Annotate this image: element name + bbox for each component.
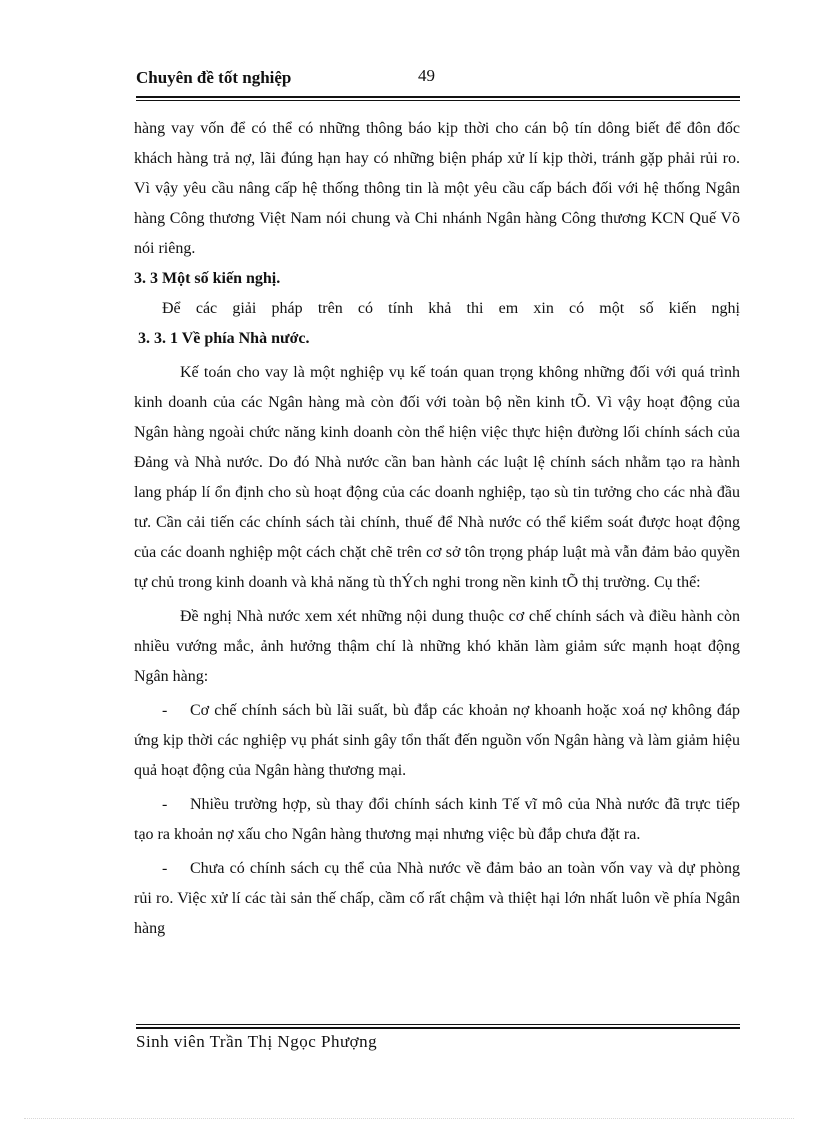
page-number: 49 [418,66,435,85]
header-title: Chuyên đề tốt nghiệp [136,68,292,87]
subsection-heading-3-3-1: 3. 3. 1 Về phía Nhà nước. [138,330,310,347]
paragraph-continuation: hàng vay vốn để có thể có những thông báo kịp thời cho cán bộ tín dông biết để đôn đốc khách hàng trả nợ, lãi đúng hạn hay có những biện pháp xử lí kịp thời, tránh gặp phải rủi ro. Vì vậy yêu cầu nâng cấp hệ thống thông tin là một yêu cầu cấp bách đối với hệ thống Ngân hàng Công thương Việt Nam nói chung và Chi nhánh Ngân hàng Công thương KCN Quế Võ nói riêng. [134,120,740,257]
bullet-text: Nhiều trường hợp, sù thay đổi chính sách kinh Tế vĩ mô của Nhà nước đã trực tiếp tạo ra khoản nợ xấu cho Ngân hàng thương mại nhưng việc bù đắp chưa đặt ra. [134,796,740,843]
bullet-item [134,790,740,850]
paragraph-state-role: Kế toán cho vay là một nghiệp vụ kế toán quan trọng không những đối với quá trình kinh doanh của các Ngân hàng mà còn đối với toàn bộ nền kinh tÕ. Vì vậy hoạt động của Ngân hàng ngoài chức năng kinh doanh còn thể hiện việc thực hiện đường lối chính sách của Đảng và Nhà nước. Do đó Nhà nước cần ban hành các luật lệ chính sách nhằm tạo ra hành lang pháp lí ổn định cho sù hoạt động của các doanh nghiệp, tạo sù tin tưởng cho các nhà đầu tư. Cần cải tiến các chính sách tài chính, thuế để Nhà nước có thể kiểm soát được hoạt động của các doanh nghiệp một cách chặt chẽ trên cơ sở tôn trọng pháp luật mà vẫn đảm bảo quyền tự chủ trong kinh doanh và khả năng tù thÝch nghi trong nền kinh tÕ thị trường. Cụ thể: [134,364,740,591]
paragraph-proposal: Đề nghị Nhà nước xem xét những nội dung thuộc cơ chế chính sách và điều hành còn nhiều vướng mắc, ảnh hưởng thậm chí là những khó khăn làm giảm sức mạnh hoạt động Ngân hàng: [134,608,740,685]
header-rule-bottom [136,100,740,101]
bullet-dash: - [162,796,168,813]
footer-rule-bottom [136,1027,740,1029]
page-edge-divider [24,1118,794,1119]
bullet-item [134,696,740,786]
paragraph-intro: Để các giải pháp trên có tính khả thi em xin có một số kiến nghị [162,300,740,317]
bullet-text: Cơ chế chính sách bù lãi suất, bù đắp các khoản nợ khoanh hoặc xoá nợ không đáp ứng kịp thời các nghiệp vụ phát sinh gây tổn thất đến nguồn vốn Ngân hàng và làm giảm hiệu quả hoạt động của Ngân hàng thương mại. [134,702,740,779]
bullet-dash: - [162,702,168,719]
bullet-dash: - [162,860,168,877]
bullet-text: Chưa có chính sách cụ thể của Nhà nước về đảm bảo an toàn vốn vay và dự phòng rủi ro. Việc xử lí các tài sản thế chấp, cầm cố rất chậm và thiệt hại lớn nhất luôn về phía Ngân hàng [134,860,740,937]
footer-rule-top [136,1024,740,1025]
section-heading-3-3: 3. 3 Một số kiến nghị. [134,270,281,287]
bullet-item [134,854,740,944]
body-text [134,114,740,944]
header-rule-top [136,96,740,98]
footer-student-name: Sinh viên Trần Thị Ngọc Phượng [136,1032,378,1051]
